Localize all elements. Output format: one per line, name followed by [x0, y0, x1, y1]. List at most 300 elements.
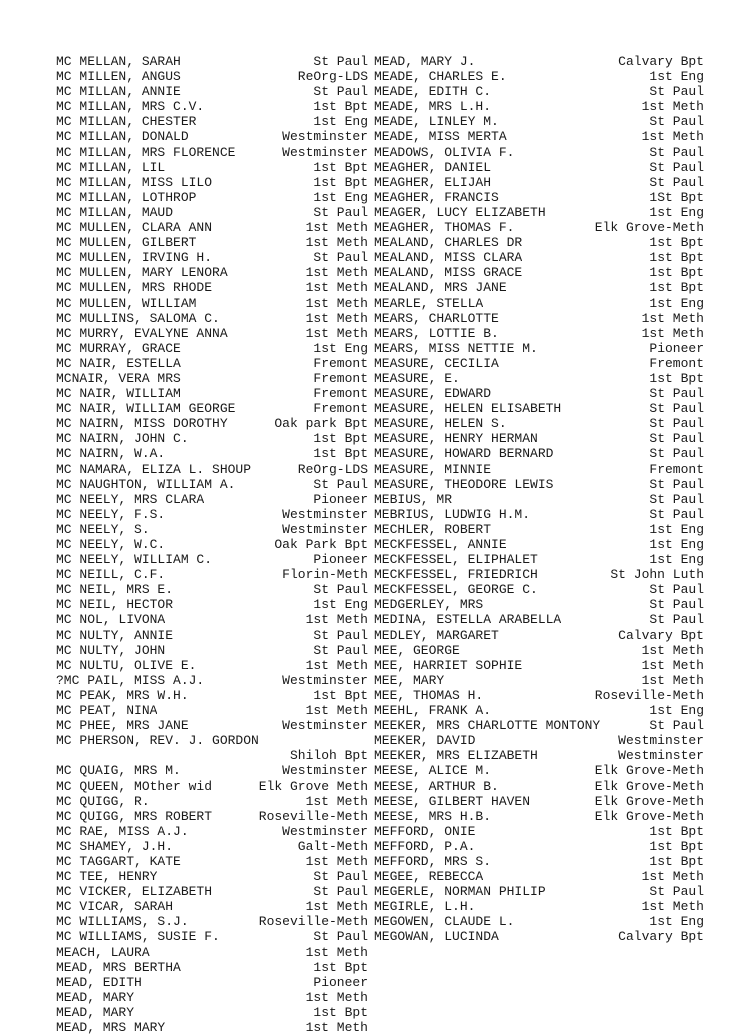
entry-name: MECKFESSEL, FRIEDRICH [374, 567, 538, 583]
entry-name: MEADE, MISS MERTA [374, 129, 507, 145]
entry-name: MEASURE, HELEN S. [374, 416, 507, 432]
entry-row [56, 824, 368, 839]
entry-name: MC NAIRN, W.A. [56, 446, 166, 462]
entry-name: MC NEIL, MRS E. [56, 582, 174, 598]
entry-name: MC QUIGG, MRS ROBERT [56, 808, 213, 824]
entry-name: MC SHAMEY, J.H. [56, 838, 174, 854]
entry-row [56, 431, 368, 446]
entry-row [374, 809, 704, 824]
entry-church: Galt-Meth [297, 838, 368, 854]
entry-row [374, 628, 704, 643]
entry-name: MEASURE, THEODORE LEWIS [374, 476, 554, 492]
entry-row [374, 884, 704, 899]
entry-church: St Paul [649, 446, 704, 462]
entry-church: 1st Bpt [649, 370, 704, 386]
entry-row [56, 628, 368, 643]
entry-row [374, 658, 704, 673]
entry-row [56, 160, 368, 175]
entry-church: 1st Meth [305, 899, 368, 915]
entry-name: MEADE, MRS L.H. [374, 99, 492, 115]
entry-church: St Paul [649, 491, 704, 507]
entry-row [374, 69, 704, 84]
entry-church: 1st Bpt [313, 431, 368, 447]
entry-church: 1st Bpt [649, 838, 704, 854]
entry-row [56, 416, 368, 431]
entry-church: Westminster [282, 129, 368, 145]
entry-name: MEARS, LOTTIE B. [374, 325, 499, 341]
entry-name: MC MILLAN, MAUD [56, 204, 174, 220]
entry-name: MECHLER, ROBERT [374, 521, 492, 537]
entry-row [56, 507, 368, 522]
entry-name: MEESE, GILBERT HAVEN [374, 793, 531, 809]
entry-name: MC MURRAY, GRACE [56, 340, 181, 356]
entry-church: 1st Meth [305, 793, 368, 809]
entry-church: ReOrg-LDS [297, 461, 368, 477]
entry-row [56, 990, 368, 1005]
entry-church: Fremont [313, 355, 368, 371]
entry-row [374, 114, 704, 129]
entry-name: MC NAIR, WILLIAM [56, 386, 181, 402]
entry-row [56, 688, 368, 703]
entry-church: 1st Meth [641, 657, 704, 673]
entry-name: MEAGER, LUCY ELIZABETH [374, 204, 546, 220]
entry-row [56, 446, 368, 461]
entry-name: MEASURE, HENRY HERMAN [374, 431, 538, 447]
entry-row [56, 175, 368, 190]
entry-church: Elk Grove-Meth [594, 220, 704, 236]
entry-row [56, 341, 368, 356]
entry-church: 1st Eng [313, 114, 368, 130]
entry-name: MC MURRY, EVALYNE ANNA [56, 325, 228, 341]
entry-church: St Paul [649, 597, 704, 613]
entry-church: 1st Meth [641, 310, 704, 326]
entry-name: MC QUEEN, MOther wid [56, 778, 213, 794]
entry-row [374, 597, 704, 612]
entry-row [374, 160, 704, 175]
entry-name: MC NULTY, JOHN [56, 642, 166, 658]
entry-row [56, 522, 368, 537]
entry-name: MC NAIR, ESTELLA [56, 355, 181, 371]
entry-row [374, 356, 704, 371]
entry-church: 1st Meth [305, 853, 368, 869]
entry-row [56, 371, 368, 386]
entry-church: St Paul [649, 431, 704, 447]
entry-church: 1st Meth [641, 899, 704, 915]
entry-church: Oak Park Bpt [274, 537, 368, 552]
entry-name: MC MILLAN, LIL [56, 159, 166, 175]
entry-church: ReOrg-LDS [297, 69, 368, 85]
entry-row [374, 386, 704, 401]
entry-name: MECKFESSEL, ANNIE [374, 537, 507, 552]
entry-name: MEAD, MRS MARY [56, 1020, 166, 1035]
entry-row [374, 718, 704, 733]
entry-row [56, 205, 368, 220]
entry-name: MC MILLEN, ANGUS [56, 69, 181, 85]
entry-name: MC NEIL, HECTOR [56, 597, 174, 613]
entry-name: MEAD, MRS BERTHA [56, 959, 181, 975]
entry-row [56, 386, 368, 401]
entry-name: MC NAUGHTON, WILLIAM A. [56, 476, 236, 492]
entry-row [56, 114, 368, 129]
entry-name: MEARS, CHARLOTTE [374, 310, 499, 326]
entry-row [374, 824, 704, 839]
entry-church: 1st Meth [305, 703, 368, 719]
entry-row [374, 145, 704, 160]
entry-row [56, 718, 368, 733]
entry-name: MC MULLEN, IRVING H. [56, 250, 213, 266]
entry-name: MEFFORD, MRS S. [374, 853, 492, 869]
entry-row [374, 311, 704, 326]
entry-church: 1st Bpt [313, 1004, 368, 1020]
entry-church: 1st Meth [305, 280, 368, 296]
entry-church: St Paul [649, 84, 704, 100]
entry-church: 1st Bpt [313, 174, 368, 190]
entry-church: St Paul [649, 476, 704, 492]
entry-church: St Paul [649, 612, 704, 628]
entry-row [374, 175, 704, 190]
entry-row [374, 612, 704, 627]
entry-church: 1st Bpt [313, 446, 368, 462]
entry-church: 1st Bpt [313, 959, 368, 975]
entry-name: MEALAND, MISS CLARA [374, 250, 523, 266]
entry-church: 1st Bpt [649, 265, 704, 281]
entry-church: 1st Bpt [649, 235, 704, 251]
entry-name: MC MILLAN, DONALD [56, 129, 189, 145]
entry-name: MEDGERLEY, MRS [374, 597, 484, 613]
entry-row [374, 205, 704, 220]
entry-name: MC TAGGART, KATE [56, 853, 181, 869]
entry-row [56, 869, 368, 884]
entry-church: St Paul [649, 401, 704, 417]
entry-row [374, 326, 704, 341]
entry-church: 1st Meth [641, 325, 704, 341]
entry-church: 1st Eng [649, 552, 704, 568]
entry-church: Florin-Meth [282, 567, 368, 583]
entry-church: Oak park Bpt [274, 416, 368, 432]
entry-row [56, 492, 368, 507]
entry-row [56, 462, 368, 477]
entry-row [56, 84, 368, 99]
entry-name: MEASURE, CECILIA [374, 355, 499, 371]
entry-row [56, 190, 368, 205]
entry-church: St Paul [313, 627, 368, 643]
entry-name: MC NEILL, C.F. [56, 567, 166, 583]
entry-church: 1st Meth [305, 1020, 368, 1035]
entry-row [374, 763, 704, 778]
entry-name: MEASURE, MINNIE [374, 461, 492, 477]
entry-church: St Paul [649, 416, 704, 432]
entry-name: MEESE, ARTHUR B. [374, 778, 499, 794]
entry-name: MEGERLE, NORMAN PHILIP [374, 884, 546, 900]
entry-church: Roseville-Meth [258, 914, 368, 930]
entry-church: St Paul [649, 114, 704, 130]
entry-row [374, 416, 704, 431]
entry-name: MC MILLAN, CHESTER [56, 114, 197, 130]
entry-name: MC WILLIAMS, S.J. [56, 914, 189, 930]
entry-row [56, 779, 368, 794]
entry-row [56, 129, 368, 144]
entry-name: ?MC PAIL, MISS A.J. [56, 672, 205, 688]
entry-church: 1st Meth [305, 657, 368, 673]
entry-row [56, 945, 368, 960]
entry-name: MEFFORD, ONIE [374, 823, 476, 839]
entry-church: 1st Eng [313, 189, 368, 205]
entry-church: Pioneer [313, 974, 368, 990]
entry-row [56, 69, 368, 84]
entry-name: MC MILLAN, MRS FLORENCE [56, 144, 236, 160]
entry-church: Westminster [282, 823, 368, 839]
entry-name: MEACH, LAURA [56, 944, 150, 960]
entry-name: MCNAIR, VERA MRS [56, 370, 181, 386]
entry-church: St Paul [313, 476, 368, 492]
entry-row [56, 265, 368, 280]
entry-row [56, 658, 368, 673]
entry-row [56, 854, 368, 869]
entry-name: MEAD, MARY [56, 989, 135, 1005]
entry-name: MC NULTU, OLIVE E. [56, 657, 197, 673]
entry-row [374, 643, 704, 658]
entry-name: MEAGHER, FRANCIS [374, 189, 499, 205]
entry-church: St John Luth [610, 567, 704, 583]
entry-name: MEFFORD, P.A. [374, 838, 476, 854]
entry-name: MEAGHER, THOMAS F. [374, 220, 515, 236]
entry-church: St Paul [649, 582, 704, 598]
entry-row [56, 884, 368, 899]
entry-row [56, 839, 368, 854]
entry-row [374, 446, 704, 461]
entry-row [56, 975, 368, 990]
entry-name: MEGOWEN, CLAUDE L. [374, 914, 515, 930]
entry-row [374, 794, 704, 809]
entry-row [56, 809, 368, 824]
entry-row [374, 839, 704, 854]
entry-row [374, 129, 704, 144]
entry-church: 1st Eng [313, 597, 368, 613]
entry-row [56, 220, 368, 235]
entry-row [56, 145, 368, 160]
entry-name: MC NULTY, ANNIE [56, 627, 174, 643]
entry-name: MEAD, MARY J. [374, 54, 476, 69]
entry-church: 1st Meth [305, 220, 368, 236]
entry-church: St Paul [313, 642, 368, 658]
entry-church: Pioneer [313, 491, 368, 507]
entry-name: MEASURE, E. [374, 370, 460, 386]
entry-church: 1st Meth [305, 310, 368, 326]
entry-name: MEEHL, FRANK A. [374, 703, 492, 719]
entry-name: MC MULLEN, WILLIAM [56, 295, 197, 311]
entry-row [374, 899, 704, 914]
entry-church: 1st Meth [641, 642, 704, 658]
entry-name: MEALAND, MRS JANE [374, 280, 507, 296]
entry-row [374, 84, 704, 99]
entry-row [56, 250, 368, 265]
entry-church: 1st Bpt [313, 159, 368, 175]
entry-name: MEDINA, ESTELLA ARABELLA [374, 612, 562, 628]
entry-name: MC NEELY, WILLIAM C. [56, 552, 213, 568]
entry-church: 1st Eng [649, 703, 704, 719]
entry-row [374, 567, 704, 582]
entry-name: MC NEELY, MRS CLARA [56, 491, 205, 507]
entry-name: MEGEE, REBECCA [374, 869, 484, 885]
entry-church: 1st Eng [649, 204, 704, 220]
entry-row [56, 1005, 368, 1020]
entry-church: Elk Grove-Meth [594, 763, 704, 779]
entry-name: MC MULLEN, MARY LENORA [56, 265, 228, 281]
entry-row [56, 356, 368, 371]
entry-church: St Paul [649, 506, 704, 522]
entry-row [374, 371, 704, 386]
entry-church: St Paul [313, 250, 368, 266]
entry-name: MEADE, LINLEY M. [374, 114, 499, 130]
entry-church: Westminster [618, 748, 704, 764]
entry-name: MEARLE, STELLA [374, 295, 484, 311]
entry-church: 1st Meth [641, 129, 704, 145]
entry-row [56, 748, 368, 763]
entry-church: Westminster [282, 521, 368, 537]
entry-name: MEBRIUS, LUDWIG H.M. [374, 506, 531, 522]
entry-name: MC RAE, MISS A.J. [56, 823, 189, 839]
entry-row [374, 703, 704, 718]
entry-church: St Paul [649, 144, 704, 160]
entry-church: 1st Meth [305, 989, 368, 1005]
entry-church: St Paul [313, 869, 368, 885]
entry-row [56, 99, 368, 114]
entry-church: Fremont [313, 401, 368, 417]
entry-name: MC MULLINS, SALOMA C. [56, 310, 220, 326]
entry-name: MEAGHER, DANIEL [374, 159, 492, 175]
entry-church: Pioneer [649, 340, 704, 356]
entry-row [374, 54, 704, 69]
entry-name: MEALAND, MISS GRACE [374, 265, 523, 281]
entry-row [56, 280, 368, 295]
entry-church: 1st Bpt [313, 99, 368, 115]
entry-church: St Paul [649, 718, 704, 734]
entry-row [374, 296, 704, 311]
entry-church: Fremont [649, 461, 704, 477]
entry-church: Fremont [649, 355, 704, 371]
entry-row [56, 929, 368, 944]
entry-row [56, 326, 368, 341]
entry-name: MC NOL, LIVONA [56, 612, 166, 628]
entry-name: MEE, MARY [374, 672, 445, 688]
entry-name: MC QUAIG, MRS M. [56, 763, 181, 779]
entry-name: MC PEAT, NINA [56, 703, 158, 719]
entry-church: 1st Eng [313, 340, 368, 356]
entry-row [56, 899, 368, 914]
entry-church: 1st Meth [305, 295, 368, 311]
entry-church: Fremont [313, 386, 368, 402]
entry-name: MC NEELY, S. [56, 521, 150, 537]
entry-name: MEGOWAN, LUCINDA [374, 929, 499, 945]
entry-church: 1st Meth [641, 869, 704, 885]
entry-row [56, 567, 368, 582]
entry-church: 1st Bpt [649, 280, 704, 296]
entry-church: 1st Meth [305, 612, 368, 628]
entry-church: Westminster [282, 506, 368, 522]
entry-name: MC PEAK, MRS W.H. [56, 687, 189, 703]
entry-row [374, 779, 704, 794]
entry-name: MECKFESSEL, GEORGE C. [374, 582, 538, 598]
entry-church: 1st Meth [305, 325, 368, 341]
entry-row [374, 869, 704, 884]
entry-name: MC MILLAN, ANNIE [56, 84, 181, 100]
entry-row [56, 914, 368, 929]
entry-church: Westminster [282, 718, 368, 734]
entry-name: MEALAND, CHARLES DR [374, 235, 523, 251]
entry-name: MEADE, CHARLES E. [374, 69, 507, 85]
entry-name: MC NAIRN, MISS DOROTHY [56, 416, 228, 432]
entry-name: MC MULLEN, CLARA ANN [56, 220, 213, 236]
entry-church: 1st Eng [649, 295, 704, 311]
entry-name: MEADOWS, OLIVIA F. [374, 144, 515, 160]
entry-row [56, 401, 368, 416]
entry-church: 1st Meth [641, 672, 704, 688]
entry-name: MEGIRLE, L.H. [374, 899, 476, 915]
entry-row [374, 220, 704, 235]
entry-name: MC TEE, HENRY [56, 869, 158, 885]
entry-row [374, 492, 704, 507]
entry-name: MC VICKER, ELIZABETH [56, 884, 213, 900]
entry-church: 1st Eng [649, 537, 704, 552]
entry-name: MEAD, MARY [56, 1004, 135, 1020]
entry-row [374, 477, 704, 492]
entry-name: MC MILLAN, MRS C.V. [56, 99, 205, 115]
entry-name: MEE, HARRIET SOPHIE [374, 657, 523, 673]
entry-row [56, 597, 368, 612]
entry-church: Pioneer [313, 552, 368, 568]
entry-name: MEAD, EDITH [56, 974, 142, 990]
entry-row [56, 537, 368, 552]
entry-row [56, 612, 368, 627]
entry-church: Elk Grove-Meth [594, 808, 704, 824]
entry-church: Roseville-Meth [258, 808, 368, 824]
entry-row [56, 703, 368, 718]
right-column [374, 54, 704, 945]
entry-church: Westminster [282, 144, 368, 160]
entry-church: 1st Bpt [649, 853, 704, 869]
entry-row [374, 537, 704, 552]
entry-name: MC PHEE, MRS JANE [56, 718, 189, 734]
entry-church: Westminster [618, 733, 704, 749]
entry-church: St Paul [313, 884, 368, 900]
entry-row [374, 99, 704, 114]
entry-name: MC NAMARA, ELIZA L. SHOUP [56, 461, 252, 477]
entry-row [374, 341, 704, 356]
entry-row [374, 854, 704, 869]
entry-row [374, 462, 704, 477]
entry-name: MC VICAR, SARAH [56, 899, 174, 915]
entry-name: MEADE, EDITH C. [374, 84, 492, 100]
entry-row [374, 552, 704, 567]
entry-row [374, 522, 704, 537]
entry-row [374, 431, 704, 446]
entry-name: MEASURE, HOWARD BERNARD [374, 446, 554, 462]
entry-row [56, 582, 368, 597]
entry-name: MEEKER, MRS ELIZABETH [374, 748, 538, 764]
entry-church: Westminster [282, 763, 368, 779]
entry-church: Elk Grove-Meth [594, 793, 704, 809]
entry-name: MEEKER, MRS CHARLOTTE MONTONY [374, 718, 601, 734]
entry-church: St Paul [649, 884, 704, 900]
entry-church: Westminster [282, 672, 368, 688]
entry-name: MEESE, ALICE M. [374, 763, 492, 779]
entry-church: 1St Bpt [649, 189, 704, 205]
entry-name: MC NEELY, W.C. [56, 537, 166, 552]
entry-church: Calvary Bpt [618, 54, 704, 69]
entry-row [56, 794, 368, 809]
entry-name: MEDLEY, MARGARET [374, 627, 499, 643]
entry-church: Shiloh Bpt [289, 748, 368, 764]
